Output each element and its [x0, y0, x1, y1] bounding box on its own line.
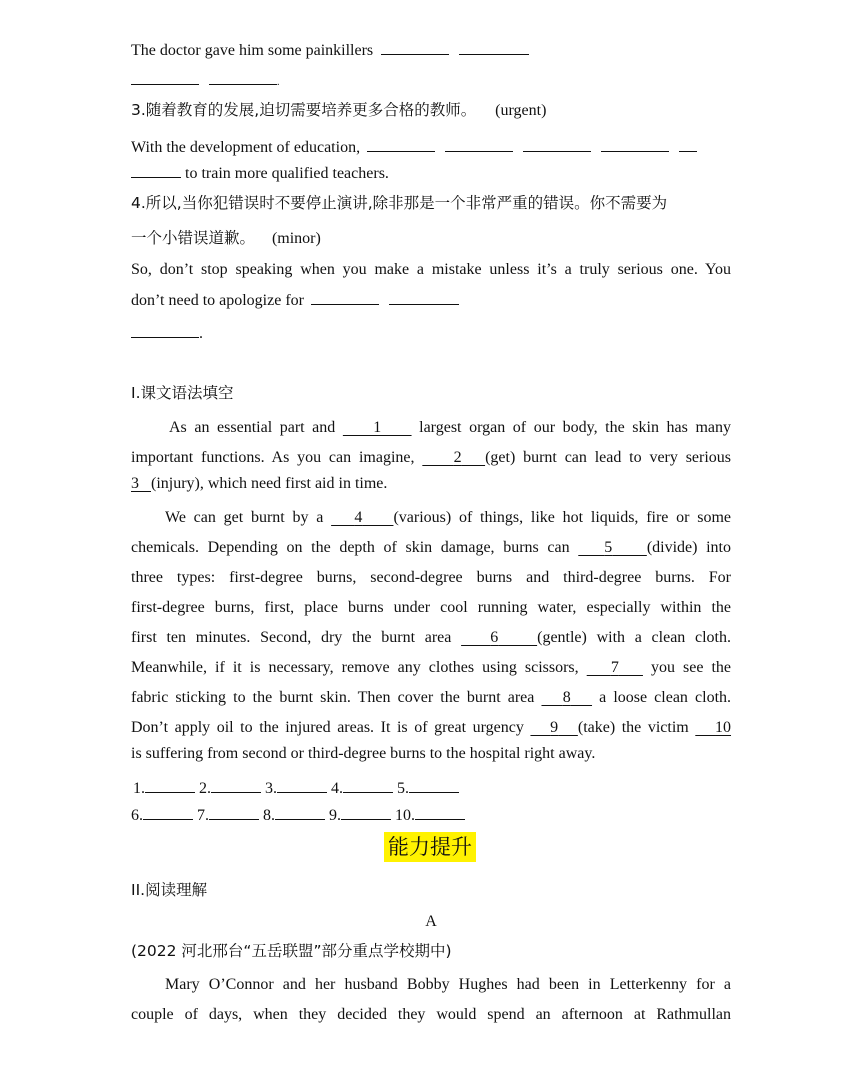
- blank-label: 2: [453, 449, 462, 466]
- ex4-en2: don’t need to apologize for: [131, 292, 304, 309]
- period: .: [199, 325, 203, 342]
- passage-line: [131, 448, 731, 468]
- text-run: (injury), which need first aid in time.: [151, 475, 388, 492]
- text-run: fabric sticking to the burnt skin. Then cover the burnt area: [131, 689, 542, 706]
- ex4-chinese-1: 4.所以,当你犯错误时不要停止演讲,除非那是一个非常严重的错误。你不需要为: [131, 194, 668, 212]
- text-run: Don’t apply oil to the injured areas. It is of great urgency: [131, 719, 531, 736]
- blank-number[interactable]: [541, 689, 592, 706]
- answer-number: 10.: [395, 807, 415, 824]
- answer-blank[interactable]: [277, 778, 327, 793]
- answer-row: [133, 778, 459, 799]
- passage-line: [131, 658, 731, 678]
- answer-blank[interactable]: [131, 163, 181, 178]
- answer-blank[interactable]: [209, 805, 259, 820]
- answer-blank[interactable]: [341, 805, 391, 820]
- passage-line: [131, 508, 731, 528]
- blank-number[interactable]: [530, 719, 577, 736]
- ex4-en-line1: So, don’t stop speaking when you make a mistake unless it’s a truly serious one. You: [131, 261, 731, 278]
- blank-number[interactable]: [578, 539, 647, 556]
- ex2-line1: [131, 40, 529, 61]
- blank-label: 5: [604, 539, 613, 556]
- ex2-text: The doctor gave him some painkillers: [131, 42, 374, 59]
- ex4-chinese-2: [131, 228, 321, 249]
- answer-number: 5.: [397, 780, 409, 797]
- text-run: a loose clean cloth.: [592, 689, 732, 706]
- passage-line: [131, 718, 731, 738]
- passage-line: [131, 975, 731, 995]
- text-run: (get) burnt can lead to very serious: [485, 449, 732, 466]
- blank-label: 4: [354, 509, 363, 526]
- text-run: you see the: [642, 659, 732, 676]
- answer-number: 9.: [329, 807, 341, 824]
- section-title: II.阅读理解: [131, 881, 208, 899]
- answer-blank[interactable]: [367, 137, 435, 152]
- ex4-cn2: 一个小错误道歉。: [131, 229, 256, 247]
- answer-blank[interactable]: [389, 290, 459, 305]
- passage-line: [131, 688, 731, 708]
- blank-number[interactable]: [331, 509, 393, 526]
- answer-number: 8.: [263, 807, 275, 824]
- text-run: Mary O’Connor and her husband Bobby Hughes had been in Letterkenny for a: [165, 976, 731, 993]
- answer-blank[interactable]: [343, 778, 393, 793]
- text-run: first ten minutes. Second, dry the burnt area: [131, 629, 462, 646]
- passage-line: couple of days, when they decided they would spend an afternoon at Rathmullan: [131, 1006, 731, 1023]
- answer-number: 2.: [199, 780, 211, 797]
- ex4-en-line3: [131, 323, 203, 344]
- period: .: [277, 77, 280, 88]
- ex4-hint: (minor): [271, 230, 321, 247]
- answer-blank[interactable]: [131, 70, 199, 85]
- blank-number[interactable]: [131, 475, 151, 492]
- blank-number[interactable]: [461, 629, 537, 646]
- passage-line: [131, 474, 387, 494]
- answer-blank[interactable]: [311, 290, 379, 305]
- text-run: We can get burnt by a: [165, 509, 332, 526]
- passage-line: first-degree burns, first, place burns under cool running water, especially within the: [131, 599, 731, 616]
- ex3-en1: With the development of education,: [131, 139, 361, 156]
- ex3-en2: to train more qualified teachers.: [185, 165, 389, 182]
- blank-number[interactable]: [587, 659, 643, 676]
- answer-number: 6.: [131, 807, 143, 824]
- passage-source: (2022 河北邢台“五岳联盟”部分重点学校期中): [131, 942, 452, 960]
- answer-number: 7.: [197, 807, 209, 824]
- blank-label: 10: [715, 719, 732, 736]
- answer-row: [131, 805, 465, 826]
- ex3-en-line1: [131, 137, 697, 158]
- answer-blank[interactable]: [409, 778, 459, 793]
- blank-label: 9: [550, 719, 559, 736]
- blank-label: 3: [131, 475, 139, 492]
- answer-blank[interactable]: [679, 137, 697, 152]
- ex3-chinese: [131, 100, 546, 121]
- answer-number: 4.: [331, 780, 343, 797]
- blank-label: 8: [562, 689, 571, 706]
- text-run: (take) the victim: [577, 719, 696, 736]
- text-run: (divide) into: [646, 539, 731, 556]
- answer-blank[interactable]: [131, 323, 199, 338]
- blank-number[interactable]: 1: [342, 419, 412, 436]
- answer-blank[interactable]: [415, 805, 465, 820]
- answer-blank[interactable]: [145, 778, 195, 793]
- ex2-line2: [131, 70, 280, 93]
- passage-line: [131, 628, 731, 648]
- ex3-en-line2: [131, 163, 389, 184]
- passage-line: is suffering from second or third-degree burns to the hospital right away.: [131, 745, 596, 762]
- blank-label: 6: [490, 629, 499, 646]
- ex3-hint: (urgent): [495, 102, 547, 119]
- answer-blank[interactable]: [459, 40, 529, 55]
- text-run: Meanwhile, if it is necessary, remove any clothes using scissors,: [131, 659, 587, 676]
- answer-blank[interactable]: [211, 778, 261, 793]
- answer-blank[interactable]: [445, 137, 513, 152]
- passage-line: [131, 538, 731, 558]
- answer-blank[interactable]: [209, 70, 277, 85]
- text-run: (various) of things, like hot liquids, fire or some: [393, 509, 732, 526]
- answer-blank[interactable]: [601, 137, 669, 152]
- ex3-cn-text: 3.随着教育的发展,迫切需要培养更多合格的教师。: [131, 101, 477, 119]
- section-title: I.课文语法填空: [131, 384, 234, 402]
- section-banner: 能力提升: [384, 832, 476, 862]
- answer-blank[interactable]: [523, 137, 591, 152]
- passage-line: three types: first-degree burns, second-degree burns and third-degree burns. For: [131, 569, 731, 586]
- answer-blank[interactable]: [381, 40, 449, 55]
- answer-number: 1.: [133, 780, 145, 797]
- blank-number[interactable]: [422, 449, 485, 466]
- text-run: (gentle) with a clean cloth.: [537, 629, 732, 646]
- text-run: important functions. As you can imagine,: [131, 449, 423, 466]
- blank-label: 7: [610, 659, 619, 676]
- passage-label: A: [425, 913, 437, 930]
- passage-line: As an essential part and 1 largest organ of our body, the skin has many: [169, 419, 732, 436]
- answer-blank[interactable]: [143, 805, 193, 820]
- answer-number: 3.: [265, 780, 277, 797]
- blank-number[interactable]: [695, 719, 731, 736]
- text-run: chemicals. Depending on the depth of skin damage, burns can: [131, 539, 579, 556]
- answer-blank[interactable]: [275, 805, 325, 820]
- ex4-en-line2: [131, 290, 459, 311]
